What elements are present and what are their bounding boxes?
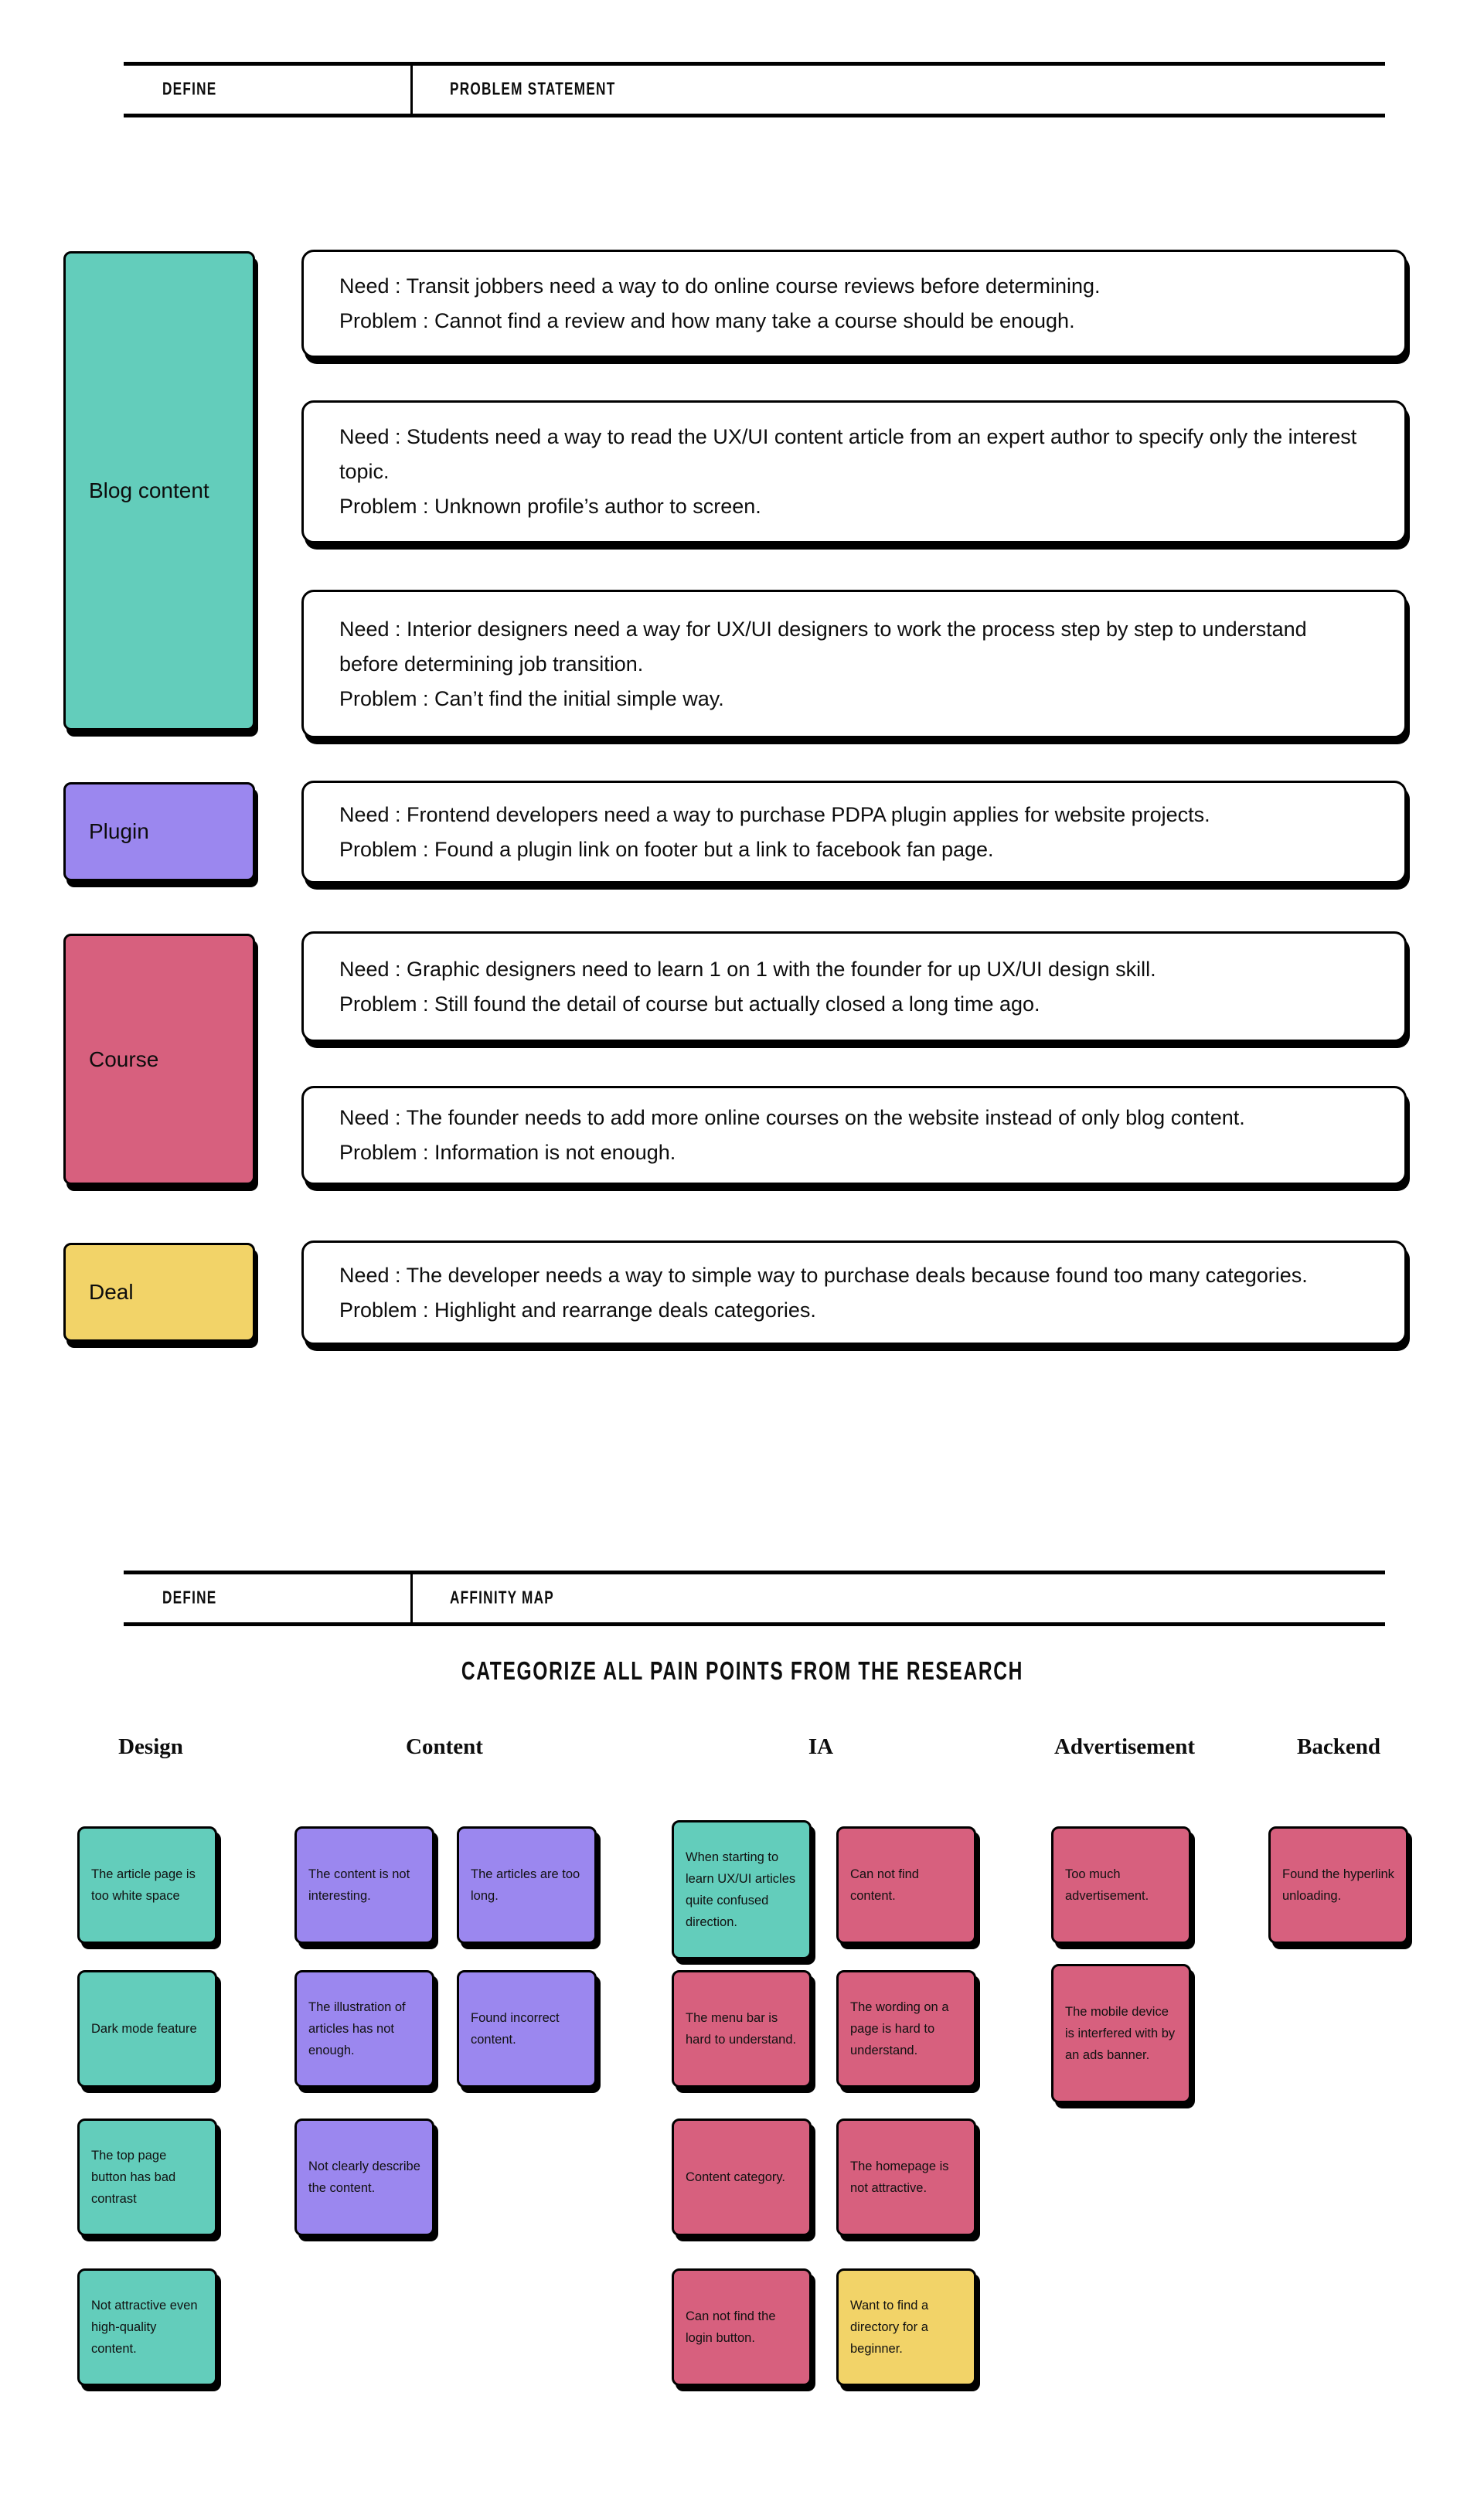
sticky-note[interactable] (1268, 1826, 1408, 1944)
sticky-note[interactable] (672, 2119, 812, 2236)
sticky-note[interactable] (77, 1826, 217, 1944)
sticky-note[interactable] (836, 1826, 976, 1944)
sticky-note-text: Not attractive even high-quality content. (91, 2299, 198, 2356)
sticky-note-text: Can not find the login button. (686, 2309, 776, 2345)
sticky-note-text: The wording on a page is hard to understand. (850, 2000, 949, 2057)
problem-text: Problem : Cannot find a review and how many take a course should be enough. (339, 309, 1075, 332)
category-label: Deal (89, 1280, 134, 1304)
problem-text: Problem : Still found the detail of course but actually closed a long time ago. (339, 992, 1040, 1016)
sticky-note[interactable] (77, 2119, 217, 2236)
problem-statement-card[interactable] (301, 931, 1407, 1042)
sticky-note[interactable] (294, 1826, 434, 1944)
column-header-backend: Backend (1297, 1734, 1380, 1759)
section-header-problem-statement (124, 62, 1385, 117)
sticky-note-text: The homepage is not attractive. (850, 2159, 949, 2195)
sticky-note-text: Found the hyperlink unloading. (1282, 1867, 1394, 1903)
column-header-advertisement: Advertisement (1053, 1734, 1196, 1759)
category-card-blog-content[interactable] (63, 251, 255, 730)
section-header-affinity-map (124, 1571, 1385, 1626)
need-text: Need : Students need a way to read the UX/UI content article from an expert author to specify only the interest topic. (339, 425, 1357, 483)
sticky-note-text: The article page is too white space (91, 1867, 196, 1903)
sticky-note[interactable] (672, 1970, 812, 2088)
phase-cell (124, 66, 413, 114)
category-label: Blog content (89, 478, 209, 502)
sticky-note-text: The illustration of articles has not enough. (308, 2000, 406, 2057)
sticky-note[interactable] (672, 1820, 812, 1959)
sticky-note[interactable] (672, 2268, 812, 2386)
need-text: Need : The developer needs a way to simple way to purchase deals because found too many categories. (339, 1263, 1308, 1287)
sticky-note-text: Can not find content. (850, 1867, 919, 1903)
problem-text: Problem : Found a plugin link on footer but a link to facebook fan page. (339, 837, 994, 861)
category-card-deal[interactable] (63, 1243, 255, 1342)
sticky-note[interactable] (836, 1970, 976, 2088)
problem-text: Problem : Unknown profile’s author to screen. (339, 495, 761, 518)
sticky-note-text: The menu bar is hard to understand. (686, 2011, 797, 2047)
phase-cell (124, 1574, 413, 1622)
sticky-note[interactable] (836, 2119, 976, 2236)
problem-text: Problem : Highlight and rearrange deals categories. (339, 1298, 816, 1322)
column-header-design: Design (118, 1734, 183, 1759)
need-text: Need : Transit jobbers need a way to do online course reviews before determining. (339, 274, 1101, 298)
sticky-note-text: Dark mode feature (91, 2022, 197, 2036)
column-header-content: Content (406, 1734, 483, 1759)
need-text: Need : Interior designers need a way for UX/UI designers to work the process step by step to understand before determining job transition. (339, 617, 1307, 676)
sticky-note-text: Found incorrect content. (471, 2011, 560, 2047)
problem-statement-card[interactable] (301, 250, 1407, 358)
artifact-label: PROBLEM STATEMENT (450, 79, 616, 100)
problem-text: Problem : Information is not enough. (339, 1141, 676, 1164)
sticky-note-text: Too much advertisement. (1065, 1867, 1149, 1903)
sticky-note-text: Content category. (686, 2170, 786, 2184)
sticky-note-text: The articles are too long. (471, 1867, 580, 1903)
sticky-note[interactable] (836, 2268, 976, 2386)
sticky-note[interactable] (1051, 1964, 1191, 2103)
sticky-note[interactable] (294, 1970, 434, 2088)
category-card-plugin[interactable] (63, 782, 255, 881)
sticky-note-text: The content is not interesting. (308, 1867, 410, 1903)
category-card-course[interactable] (63, 934, 255, 1185)
problem-statement-card[interactable] (301, 400, 1407, 543)
problem-statement-card[interactable] (301, 1240, 1407, 1345)
category-label: Course (89, 1047, 159, 1071)
need-text: Need : Graphic designers need to learn 1 on 1 with the founder for up UX/UI design skill. (339, 957, 1156, 981)
sticky-note-text: Want to find a directory for a beginner. (850, 2299, 929, 2356)
sticky-note-text: Not clearly describe the content. (308, 2159, 420, 2195)
artifact-cell (413, 66, 1385, 114)
artifact-cell (413, 1574, 1385, 1622)
problem-statement-card[interactable] (301, 1086, 1407, 1185)
problem-statement-card[interactable] (301, 781, 1407, 883)
phase-label: DEFINE (162, 79, 217, 100)
need-text: Need : The founder needs to add more online courses on the website instead of only blog content. (339, 1106, 1245, 1129)
category-label: Plugin (89, 819, 149, 843)
sticky-note[interactable] (294, 2119, 434, 2236)
phase-label: DEFINE (162, 1588, 217, 1608)
sticky-note[interactable] (457, 1970, 597, 2088)
sticky-note[interactable] (77, 2268, 217, 2386)
sticky-note[interactable] (77, 1970, 217, 2088)
problem-text: Problem : Can’t find the initial simple way. (339, 686, 724, 710)
sticky-note-text: The mobile device is interfered with by an ads banner. (1065, 2005, 1176, 2062)
column-header-ia: IA (808, 1734, 834, 1759)
sticky-note[interactable] (1051, 1826, 1191, 1944)
sticky-note[interactable] (457, 1826, 597, 1944)
sticky-note-text: The top page button has bad contrast (91, 2149, 176, 2206)
need-text: Need : Frontend developers need a way to purchase PDPA plugin applies for website projects. (339, 802, 1210, 826)
sticky-note-text: When starting to learn UX/UI articles quite confused direction. (686, 1850, 796, 1929)
artifact-label: AFFINITY MAP (450, 1588, 554, 1608)
problem-statement-card[interactable] (301, 590, 1407, 738)
affinity-map-title: CATEGORIZE ALL PAIN POINTS FROM THE RESEARCH (461, 1657, 1023, 1686)
